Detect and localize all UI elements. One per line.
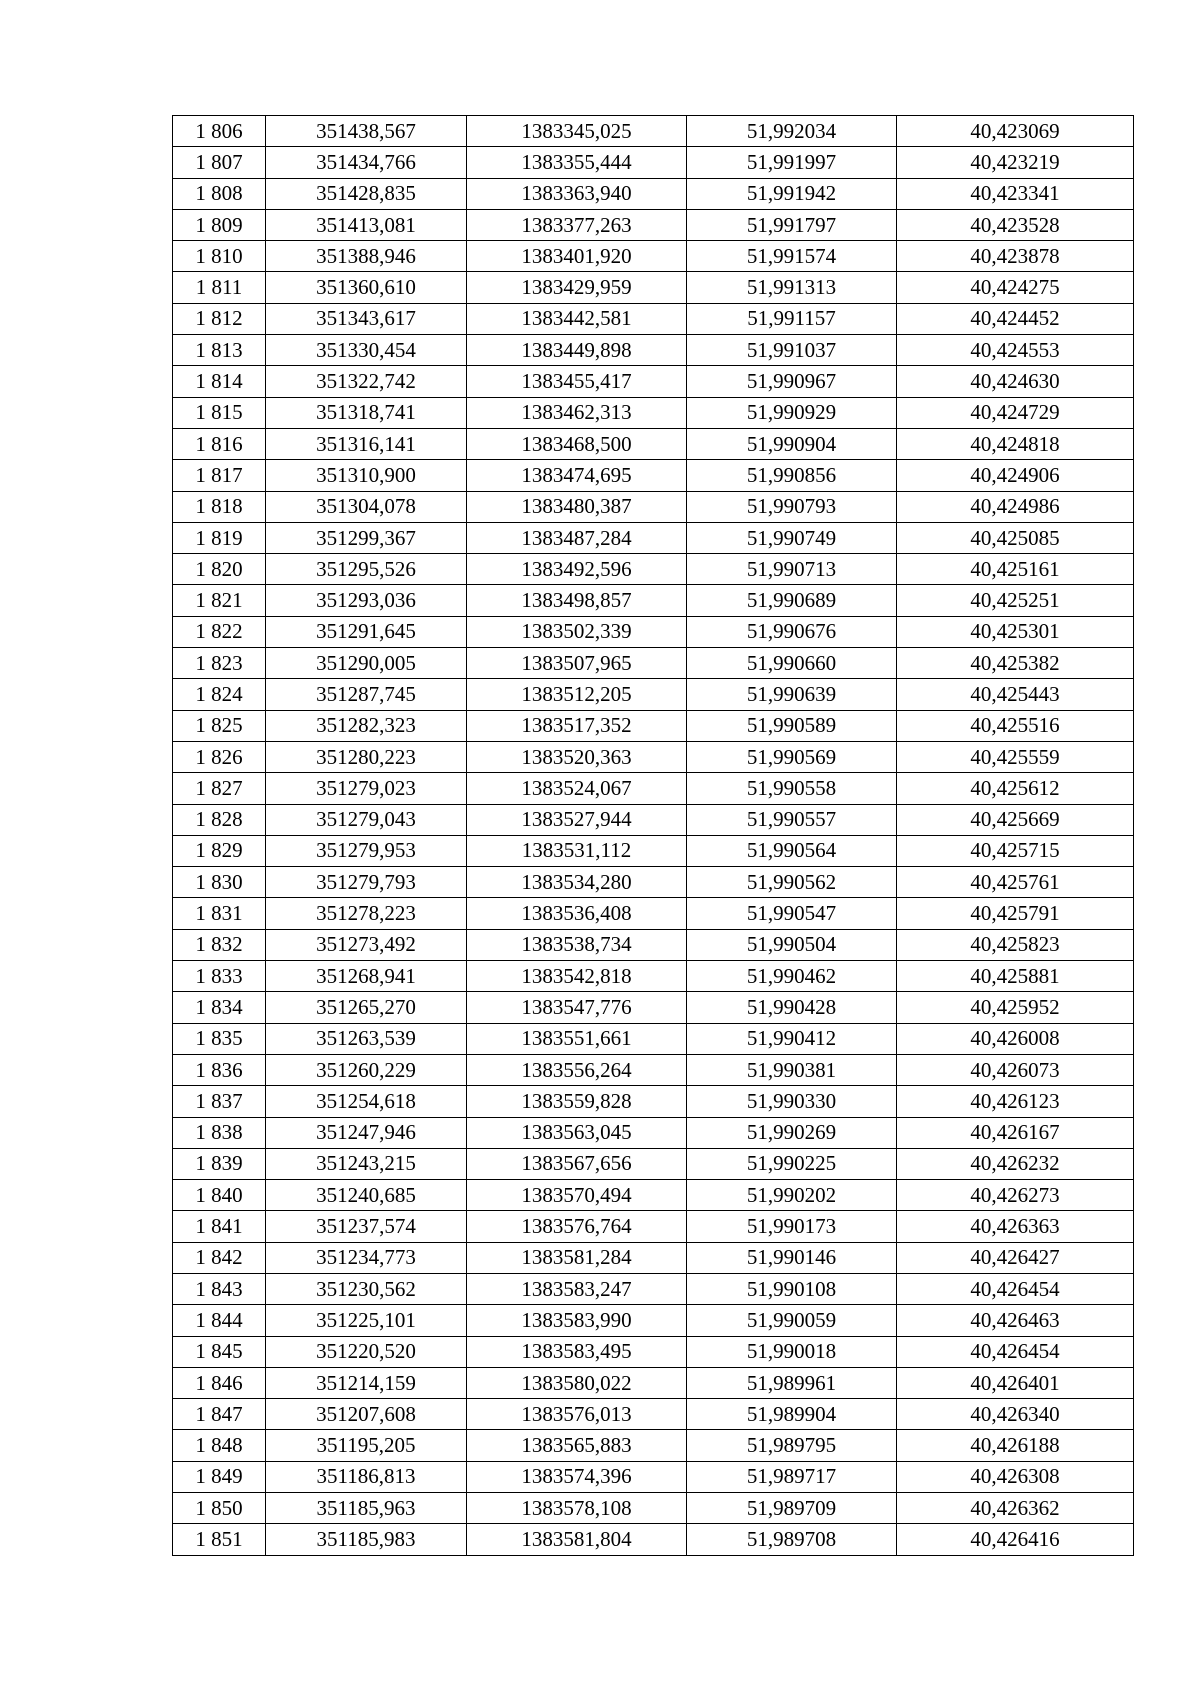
x-coordinate-cell: 351273,492 xyxy=(266,929,467,960)
latitude-cell: 51,990564 xyxy=(687,835,897,866)
table-row xyxy=(173,1086,1134,1117)
y-coordinate-cell: 1383524,067 xyxy=(467,773,687,804)
latitude-cell: 51,991157 xyxy=(687,303,897,334)
x-coordinate-cell: 351428,835 xyxy=(266,178,467,209)
table-row xyxy=(173,1430,1134,1461)
y-coordinate-cell: 1383502,339 xyxy=(467,616,687,647)
y-coordinate-cell: 1383527,944 xyxy=(467,804,687,835)
x-coordinate-cell: 351279,953 xyxy=(266,835,467,866)
latitude-cell: 51,990225 xyxy=(687,1148,897,1179)
y-coordinate-cell: 1383583,990 xyxy=(467,1305,687,1336)
y-coordinate-cell: 1383581,804 xyxy=(467,1524,687,1555)
x-coordinate-cell: 351214,159 xyxy=(266,1367,467,1398)
point-number-cell: 1 832 xyxy=(173,929,266,960)
point-number-cell: 1 807 xyxy=(173,147,266,178)
point-number-cell: 1 811 xyxy=(173,272,266,303)
x-coordinate-cell: 351295,526 xyxy=(266,554,467,585)
point-number-cell: 1 815 xyxy=(173,397,266,428)
x-coordinate-cell: 351304,078 xyxy=(266,491,467,522)
y-coordinate-cell: 1383574,396 xyxy=(467,1461,687,1492)
point-number-cell: 1 848 xyxy=(173,1430,266,1461)
latitude-cell: 51,990639 xyxy=(687,679,897,710)
latitude-cell: 51,990330 xyxy=(687,1086,897,1117)
latitude-cell: 51,990856 xyxy=(687,460,897,491)
point-number-cell: 1 844 xyxy=(173,1305,266,1336)
latitude-cell: 51,989795 xyxy=(687,1430,897,1461)
longitude-cell: 40,425761 xyxy=(897,867,1134,898)
latitude-cell: 51,990562 xyxy=(687,867,897,898)
longitude-cell: 40,425085 xyxy=(897,522,1134,553)
table-row xyxy=(173,1023,1134,1054)
table-row xyxy=(173,1367,1134,1398)
longitude-cell: 40,425715 xyxy=(897,835,1134,866)
x-coordinate-cell: 351243,215 xyxy=(266,1148,467,1179)
y-coordinate-cell: 1383345,025 xyxy=(467,116,687,147)
table-row xyxy=(173,1305,1134,1336)
latitude-cell: 51,990269 xyxy=(687,1117,897,1148)
y-coordinate-cell: 1383487,284 xyxy=(467,522,687,553)
longitude-cell: 40,426401 xyxy=(897,1367,1134,1398)
table-row xyxy=(173,241,1134,272)
point-number-cell: 1 833 xyxy=(173,961,266,992)
y-coordinate-cell: 1383468,500 xyxy=(467,428,687,459)
point-number-cell: 1 846 xyxy=(173,1367,266,1398)
longitude-cell: 40,425669 xyxy=(897,804,1134,835)
latitude-cell: 51,991797 xyxy=(687,209,897,240)
table-row xyxy=(173,554,1134,585)
y-coordinate-cell: 1383578,108 xyxy=(467,1493,687,1524)
point-number-cell: 1 828 xyxy=(173,804,266,835)
latitude-cell: 51,990146 xyxy=(687,1242,897,1273)
point-number-cell: 1 822 xyxy=(173,616,266,647)
point-number-cell: 1 840 xyxy=(173,1180,266,1211)
longitude-cell: 40,425516 xyxy=(897,710,1134,741)
x-coordinate-cell: 351388,946 xyxy=(266,241,467,272)
table-row xyxy=(173,460,1134,491)
table-row xyxy=(173,209,1134,240)
latitude-cell: 51,990904 xyxy=(687,428,897,459)
table-row xyxy=(173,1211,1134,1242)
y-coordinate-cell: 1383534,280 xyxy=(467,867,687,898)
point-number-cell: 1 831 xyxy=(173,898,266,929)
x-coordinate-cell: 351293,036 xyxy=(266,585,467,616)
y-coordinate-cell: 1383512,205 xyxy=(467,679,687,710)
x-coordinate-cell: 351434,766 xyxy=(266,147,467,178)
y-coordinate-cell: 1383401,920 xyxy=(467,241,687,272)
x-coordinate-cell: 351186,813 xyxy=(266,1461,467,1492)
table-row xyxy=(173,1493,1134,1524)
x-coordinate-cell: 351225,101 xyxy=(266,1305,467,1336)
point-number-cell: 1 816 xyxy=(173,428,266,459)
table-row xyxy=(173,272,1134,303)
latitude-cell: 51,990108 xyxy=(687,1273,897,1304)
table-row xyxy=(173,929,1134,960)
y-coordinate-cell: 1383363,940 xyxy=(467,178,687,209)
x-coordinate-cell: 351278,223 xyxy=(266,898,467,929)
table-row xyxy=(173,1524,1134,1555)
x-coordinate-cell: 351265,270 xyxy=(266,992,467,1023)
longitude-cell: 40,426362 xyxy=(897,1493,1134,1524)
y-coordinate-cell: 1383580,022 xyxy=(467,1367,687,1398)
latitude-cell: 51,990504 xyxy=(687,929,897,960)
table-row xyxy=(173,1180,1134,1211)
latitude-cell: 51,989709 xyxy=(687,1493,897,1524)
longitude-cell: 40,424630 xyxy=(897,366,1134,397)
latitude-cell: 51,992034 xyxy=(687,116,897,147)
longitude-cell: 40,425443 xyxy=(897,679,1134,710)
point-number-cell: 1 841 xyxy=(173,1211,266,1242)
point-number-cell: 1 810 xyxy=(173,241,266,272)
x-coordinate-cell: 351343,617 xyxy=(266,303,467,334)
table-row xyxy=(173,741,1134,772)
table-row xyxy=(173,1242,1134,1273)
y-coordinate-cell: 1383462,313 xyxy=(467,397,687,428)
y-coordinate-cell: 1383429,959 xyxy=(467,272,687,303)
longitude-cell: 40,426340 xyxy=(897,1399,1134,1430)
coordinates-table-body xyxy=(173,116,1134,1556)
point-number-cell: 1 834 xyxy=(173,992,266,1023)
latitude-cell: 51,989717 xyxy=(687,1461,897,1492)
longitude-cell: 40,424986 xyxy=(897,491,1134,522)
point-number-cell: 1 820 xyxy=(173,554,266,585)
y-coordinate-cell: 1383542,818 xyxy=(467,961,687,992)
latitude-cell: 51,990558 xyxy=(687,773,897,804)
latitude-cell: 51,990202 xyxy=(687,1180,897,1211)
table-row xyxy=(173,522,1134,553)
point-number-cell: 1 813 xyxy=(173,335,266,366)
longitude-cell: 40,426008 xyxy=(897,1023,1134,1054)
x-coordinate-cell: 351268,941 xyxy=(266,961,467,992)
y-coordinate-cell: 1383565,883 xyxy=(467,1430,687,1461)
latitude-cell: 51,990749 xyxy=(687,522,897,553)
y-coordinate-cell: 1383377,263 xyxy=(467,209,687,240)
table-row xyxy=(173,116,1134,147)
x-coordinate-cell: 351230,562 xyxy=(266,1273,467,1304)
x-coordinate-cell: 351254,618 xyxy=(266,1086,467,1117)
longitude-cell: 40,426463 xyxy=(897,1305,1134,1336)
table-row xyxy=(173,679,1134,710)
latitude-cell: 51,991574 xyxy=(687,241,897,272)
longitude-cell: 40,425161 xyxy=(897,554,1134,585)
latitude-cell: 51,989961 xyxy=(687,1367,897,1398)
latitude-cell: 51,989904 xyxy=(687,1399,897,1430)
y-coordinate-cell: 1383449,898 xyxy=(467,335,687,366)
x-coordinate-cell: 351234,773 xyxy=(266,1242,467,1273)
table-row xyxy=(173,1399,1134,1430)
x-coordinate-cell: 351291,645 xyxy=(266,616,467,647)
point-number-cell: 1 812 xyxy=(173,303,266,334)
latitude-cell: 51,990929 xyxy=(687,397,897,428)
table-row xyxy=(173,867,1134,898)
x-coordinate-cell: 351185,983 xyxy=(266,1524,467,1555)
latitude-cell: 51,990547 xyxy=(687,898,897,929)
longitude-cell: 40,424818 xyxy=(897,428,1134,459)
x-coordinate-cell: 351287,745 xyxy=(266,679,467,710)
longitude-cell: 40,425881 xyxy=(897,961,1134,992)
point-number-cell: 1 827 xyxy=(173,773,266,804)
point-number-cell: 1 808 xyxy=(173,178,266,209)
latitude-cell: 51,990967 xyxy=(687,366,897,397)
x-coordinate-cell: 351237,574 xyxy=(266,1211,467,1242)
x-coordinate-cell: 351240,685 xyxy=(266,1180,467,1211)
longitude-cell: 40,426308 xyxy=(897,1461,1134,1492)
longitude-cell: 40,426454 xyxy=(897,1336,1134,1367)
y-coordinate-cell: 1383492,596 xyxy=(467,554,687,585)
longitude-cell: 40,426416 xyxy=(897,1524,1134,1555)
y-coordinate-cell: 1383570,494 xyxy=(467,1180,687,1211)
x-coordinate-cell: 351290,005 xyxy=(266,648,467,679)
point-number-cell: 1 839 xyxy=(173,1148,266,1179)
x-coordinate-cell: 351318,741 xyxy=(266,397,467,428)
longitude-cell: 40,425251 xyxy=(897,585,1134,616)
latitude-cell: 51,990713 xyxy=(687,554,897,585)
point-number-cell: 1 851 xyxy=(173,1524,266,1555)
table-row xyxy=(173,616,1134,647)
point-number-cell: 1 825 xyxy=(173,710,266,741)
table-row xyxy=(173,1054,1134,1085)
point-number-cell: 1 817 xyxy=(173,460,266,491)
point-number-cell: 1 829 xyxy=(173,835,266,866)
x-coordinate-cell: 351195,205 xyxy=(266,1430,467,1461)
y-coordinate-cell: 1383442,581 xyxy=(467,303,687,334)
latitude-cell: 51,990676 xyxy=(687,616,897,647)
table-row xyxy=(173,303,1134,334)
longitude-cell: 40,426363 xyxy=(897,1211,1134,1242)
latitude-cell: 51,991037 xyxy=(687,335,897,366)
longitude-cell: 40,426188 xyxy=(897,1430,1134,1461)
table-row xyxy=(173,178,1134,209)
table-row xyxy=(173,1148,1134,1179)
point-number-cell: 1 821 xyxy=(173,585,266,616)
latitude-cell: 51,990381 xyxy=(687,1054,897,1085)
y-coordinate-cell: 1383480,387 xyxy=(467,491,687,522)
point-number-cell: 1 838 xyxy=(173,1117,266,1148)
x-coordinate-cell: 351413,081 xyxy=(266,209,467,240)
table-row xyxy=(173,961,1134,992)
latitude-cell: 51,991997 xyxy=(687,147,897,178)
y-coordinate-cell: 1383507,965 xyxy=(467,648,687,679)
y-coordinate-cell: 1383517,352 xyxy=(467,710,687,741)
table-row xyxy=(173,1336,1134,1367)
latitude-cell: 51,990660 xyxy=(687,648,897,679)
longitude-cell: 40,424553 xyxy=(897,335,1134,366)
latitude-cell: 51,991313 xyxy=(687,272,897,303)
y-coordinate-cell: 1383581,284 xyxy=(467,1242,687,1273)
x-coordinate-cell: 351330,454 xyxy=(266,335,467,366)
longitude-cell: 40,426427 xyxy=(897,1242,1134,1273)
y-coordinate-cell: 1383551,661 xyxy=(467,1023,687,1054)
longitude-cell: 40,424729 xyxy=(897,397,1134,428)
point-number-cell: 1 835 xyxy=(173,1023,266,1054)
latitude-cell: 51,990462 xyxy=(687,961,897,992)
y-coordinate-cell: 1383559,828 xyxy=(467,1086,687,1117)
x-coordinate-cell: 351279,793 xyxy=(266,867,467,898)
y-coordinate-cell: 1383498,857 xyxy=(467,585,687,616)
table-row xyxy=(173,1461,1134,1492)
x-coordinate-cell: 351185,963 xyxy=(266,1493,467,1524)
y-coordinate-cell: 1383538,734 xyxy=(467,929,687,960)
x-coordinate-cell: 351279,023 xyxy=(266,773,467,804)
point-number-cell: 1 814 xyxy=(173,366,266,397)
y-coordinate-cell: 1383455,417 xyxy=(467,366,687,397)
longitude-cell: 40,425301 xyxy=(897,616,1134,647)
latitude-cell: 51,990793 xyxy=(687,491,897,522)
point-number-cell: 1 843 xyxy=(173,1273,266,1304)
x-coordinate-cell: 351316,141 xyxy=(266,428,467,459)
table-row xyxy=(173,1273,1134,1304)
longitude-cell: 40,423528 xyxy=(897,209,1134,240)
latitude-cell: 51,990018 xyxy=(687,1336,897,1367)
table-row xyxy=(173,397,1134,428)
y-coordinate-cell: 1383531,112 xyxy=(467,835,687,866)
point-number-cell: 1 806 xyxy=(173,116,266,147)
latitude-cell: 51,990428 xyxy=(687,992,897,1023)
longitude-cell: 40,425823 xyxy=(897,929,1134,960)
latitude-cell: 51,990412 xyxy=(687,1023,897,1054)
point-number-cell: 1 824 xyxy=(173,679,266,710)
latitude-cell: 51,989708 xyxy=(687,1524,897,1555)
x-coordinate-cell: 351360,610 xyxy=(266,272,467,303)
table-row xyxy=(173,804,1134,835)
y-coordinate-cell: 1383583,495 xyxy=(467,1336,687,1367)
longitude-cell: 40,424452 xyxy=(897,303,1134,334)
point-number-cell: 1 809 xyxy=(173,209,266,240)
table-row xyxy=(173,710,1134,741)
table-row xyxy=(173,773,1134,804)
y-coordinate-cell: 1383583,247 xyxy=(467,1273,687,1304)
y-coordinate-cell: 1383563,045 xyxy=(467,1117,687,1148)
table-row xyxy=(173,648,1134,679)
y-coordinate-cell: 1383556,264 xyxy=(467,1054,687,1085)
x-coordinate-cell: 351247,946 xyxy=(266,1117,467,1148)
x-coordinate-cell: 351263,539 xyxy=(266,1023,467,1054)
table-row xyxy=(173,1117,1134,1148)
y-coordinate-cell: 1383355,444 xyxy=(467,147,687,178)
longitude-cell: 40,426454 xyxy=(897,1273,1134,1304)
x-coordinate-cell: 351220,520 xyxy=(266,1336,467,1367)
x-coordinate-cell: 351279,043 xyxy=(266,804,467,835)
longitude-cell: 40,425382 xyxy=(897,648,1134,679)
point-number-cell: 1 849 xyxy=(173,1461,266,1492)
longitude-cell: 40,425612 xyxy=(897,773,1134,804)
y-coordinate-cell: 1383474,695 xyxy=(467,460,687,491)
y-coordinate-cell: 1383520,363 xyxy=(467,741,687,772)
y-coordinate-cell: 1383576,013 xyxy=(467,1399,687,1430)
x-coordinate-cell: 351310,900 xyxy=(266,460,467,491)
x-coordinate-cell: 351438,567 xyxy=(266,116,467,147)
longitude-cell: 40,425559 xyxy=(897,741,1134,772)
longitude-cell: 40,423219 xyxy=(897,147,1134,178)
point-number-cell: 1 850 xyxy=(173,1493,266,1524)
longitude-cell: 40,423341 xyxy=(897,178,1134,209)
point-number-cell: 1 830 xyxy=(173,867,266,898)
latitude-cell: 51,990569 xyxy=(687,741,897,772)
y-coordinate-cell: 1383536,408 xyxy=(467,898,687,929)
point-number-cell: 1 847 xyxy=(173,1399,266,1430)
point-number-cell: 1 836 xyxy=(173,1054,266,1085)
table-row xyxy=(173,835,1134,866)
longitude-cell: 40,425952 xyxy=(897,992,1134,1023)
x-coordinate-cell: 351282,323 xyxy=(266,710,467,741)
longitude-cell: 40,425791 xyxy=(897,898,1134,929)
y-coordinate-cell: 1383567,656 xyxy=(467,1148,687,1179)
latitude-cell: 51,991942 xyxy=(687,178,897,209)
table-row xyxy=(173,366,1134,397)
latitude-cell: 51,990557 xyxy=(687,804,897,835)
y-coordinate-cell: 1383547,776 xyxy=(467,992,687,1023)
point-number-cell: 1 842 xyxy=(173,1242,266,1273)
coordinates-table xyxy=(172,115,1134,1556)
longitude-cell: 40,426167 xyxy=(897,1117,1134,1148)
point-number-cell: 1 823 xyxy=(173,648,266,679)
longitude-cell: 40,426232 xyxy=(897,1148,1134,1179)
y-coordinate-cell: 1383576,764 xyxy=(467,1211,687,1242)
x-coordinate-cell: 351322,742 xyxy=(266,366,467,397)
table-row xyxy=(173,428,1134,459)
latitude-cell: 51,990059 xyxy=(687,1305,897,1336)
x-coordinate-cell: 351299,367 xyxy=(266,522,467,553)
longitude-cell: 40,423069 xyxy=(897,116,1134,147)
longitude-cell: 40,424275 xyxy=(897,272,1134,303)
longitude-cell: 40,426073 xyxy=(897,1054,1134,1085)
longitude-cell: 40,426123 xyxy=(897,1086,1134,1117)
table-row xyxy=(173,992,1134,1023)
point-number-cell: 1 819 xyxy=(173,522,266,553)
table-row xyxy=(173,585,1134,616)
longitude-cell: 40,423878 xyxy=(897,241,1134,272)
point-number-cell: 1 837 xyxy=(173,1086,266,1117)
x-coordinate-cell: 351280,223 xyxy=(266,741,467,772)
longitude-cell: 40,424906 xyxy=(897,460,1134,491)
latitude-cell: 51,990589 xyxy=(687,710,897,741)
table-row xyxy=(173,147,1134,178)
table-row xyxy=(173,898,1134,929)
table-row xyxy=(173,335,1134,366)
point-number-cell: 1 826 xyxy=(173,741,266,772)
latitude-cell: 51,990173 xyxy=(687,1211,897,1242)
longitude-cell: 40,426273 xyxy=(897,1180,1134,1211)
point-number-cell: 1 845 xyxy=(173,1336,266,1367)
x-coordinate-cell: 351207,608 xyxy=(266,1399,467,1430)
point-number-cell: 1 818 xyxy=(173,491,266,522)
x-coordinate-cell: 351260,229 xyxy=(266,1054,467,1085)
latitude-cell: 51,990689 xyxy=(687,585,897,616)
table-row xyxy=(173,491,1134,522)
